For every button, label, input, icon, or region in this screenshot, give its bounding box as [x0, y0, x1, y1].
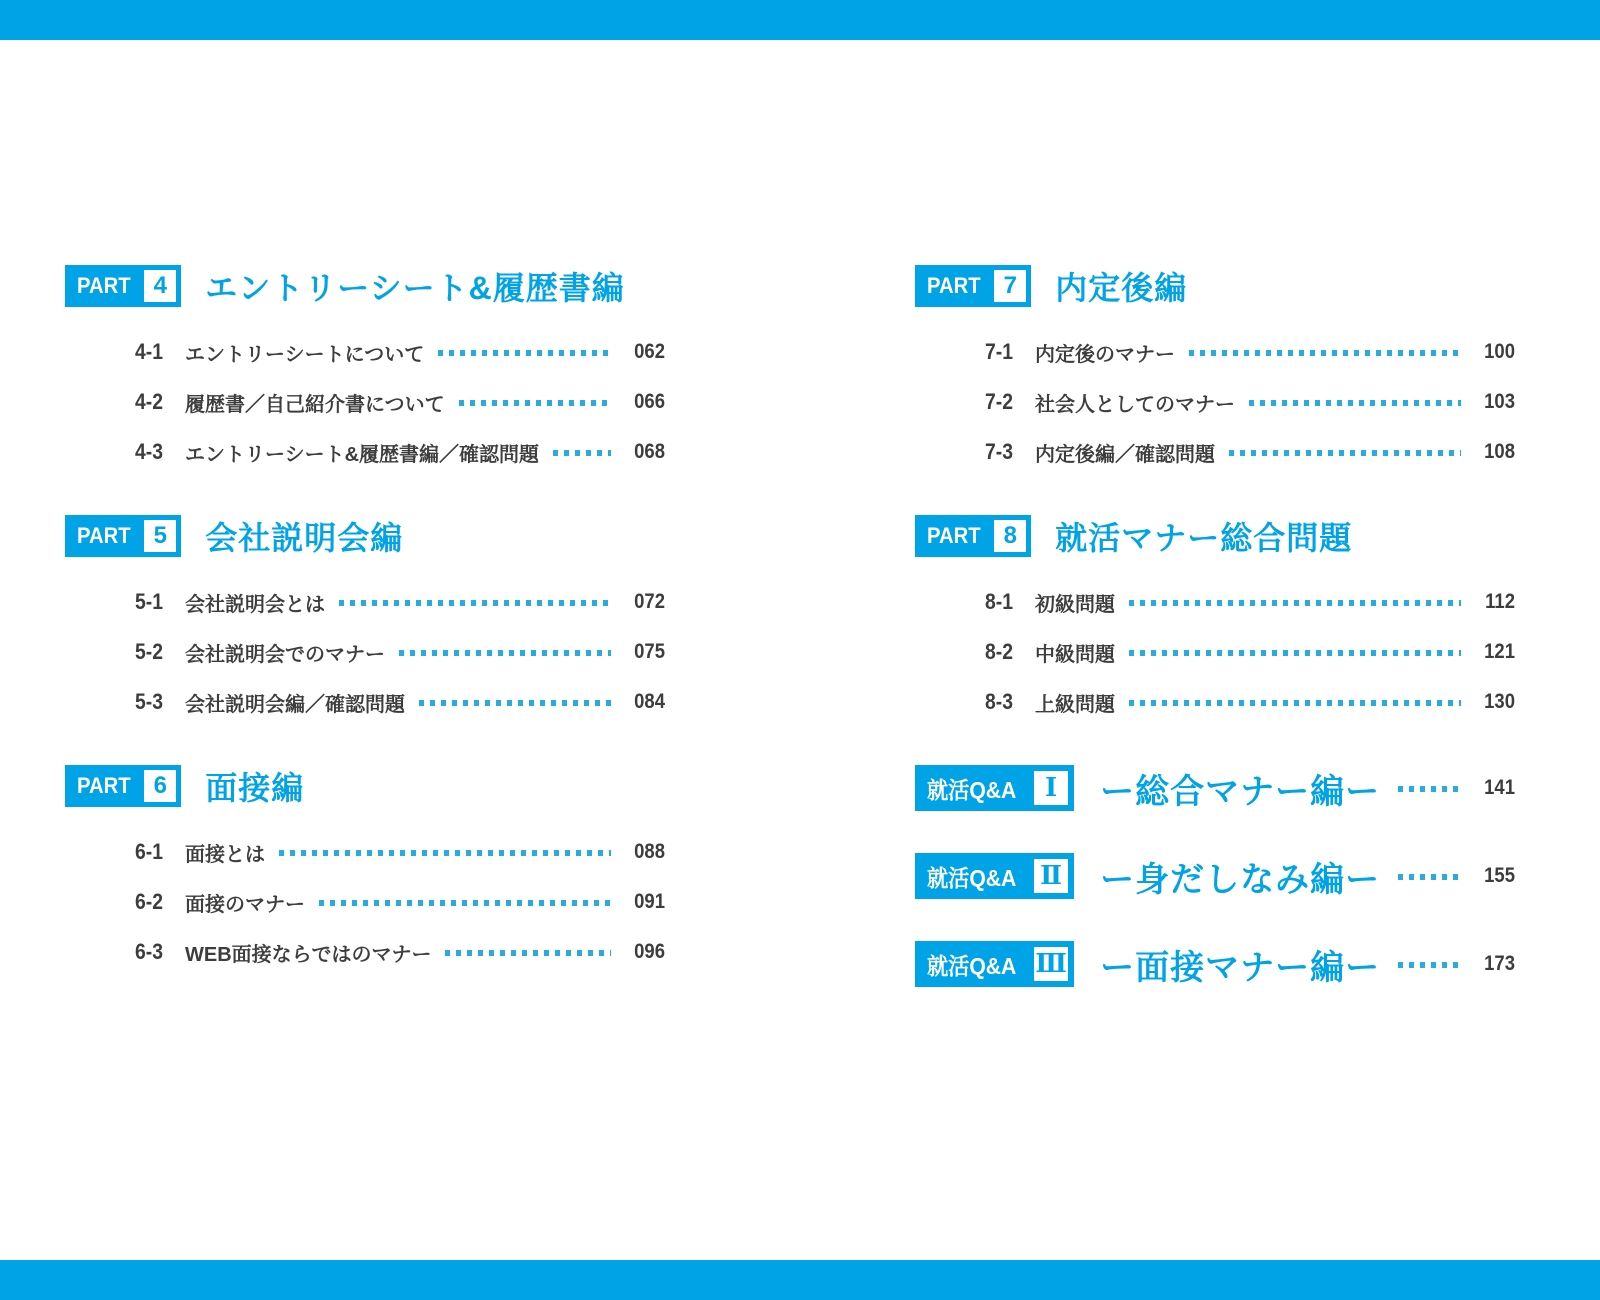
part-section-6 [65, 765, 665, 977]
toc-item-page: 096 [634, 940, 665, 963]
dotted-leader [445, 950, 611, 956]
toc-item-number: 5-1 [135, 589, 163, 614]
toc-list [65, 327, 665, 477]
toc-item-number: 4-3 [135, 439, 163, 464]
dotted-leader [399, 650, 611, 656]
part-badge [915, 265, 1031, 307]
toc-right-column [915, 265, 1515, 1029]
dotted-leader [459, 400, 611, 406]
toc-item-page: 062 [634, 340, 665, 363]
toc-item-label: 面接のマナー [185, 893, 305, 916]
toc-item-label: WEB面接ならではのマナー [185, 943, 432, 966]
part-badge-label: PART [927, 523, 981, 548]
qa-badge [915, 853, 1074, 899]
qa-row-2 [915, 853, 1515, 899]
toc-item-label: 会社説明会とは [185, 593, 325, 616]
toc-item [135, 877, 665, 927]
part-section-4 [65, 265, 665, 477]
part-badge-number: 7 [994, 270, 1026, 302]
qa-badge-label: 就活Q&A [927, 776, 1017, 803]
toc-item-label: 内定後編／確認問題 [1035, 443, 1215, 466]
top-color-band [0, 0, 1600, 40]
toc-item-label: 社会人としてのマナー [1035, 393, 1235, 416]
dotted-leader [1398, 874, 1461, 880]
toc-item-label: 会社説明会でのマナー [185, 643, 385, 666]
toc-item [135, 327, 665, 377]
toc-item-page: 072 [634, 590, 665, 613]
part-badge [65, 765, 181, 807]
toc-item-page: 091 [634, 890, 665, 913]
toc-item [135, 677, 665, 727]
toc-item-number: 8-1 [985, 589, 1013, 614]
qa-badge-numeral: Ⅱ [1034, 859, 1068, 893]
part-badge-number: 6 [144, 770, 176, 802]
toc-item-label: エントリーシート&履歴書編／確認問題 [185, 443, 540, 466]
toc-item-number: 8-3 [985, 689, 1013, 714]
part-heading [65, 765, 665, 807]
qa-badge-numeral: Ⅲ [1034, 947, 1068, 981]
part-badge-label: PART [77, 523, 131, 548]
part-heading [65, 515, 665, 557]
qa-page: 141 [1484, 776, 1515, 799]
toc-item-number: 4-1 [135, 339, 163, 364]
part-badge-number: 5 [144, 520, 176, 552]
part-heading [915, 515, 1515, 557]
toc-list [915, 327, 1515, 477]
toc-list [65, 827, 665, 977]
part-title: 会社説明会編 [205, 520, 404, 556]
part-badge-number: 8 [994, 520, 1026, 552]
qa-row-3 [915, 941, 1515, 987]
toc-item-page: 121 [1484, 640, 1515, 663]
toc-item-number: 5-2 [135, 639, 163, 664]
toc-item-number: 6-1 [135, 839, 163, 864]
dotted-leader [1229, 450, 1461, 456]
part-title: 内定後編 [1055, 270, 1188, 306]
part-heading [915, 265, 1515, 307]
dotted-leader [1129, 650, 1461, 656]
qa-title: ー身だしなみ編ー [1100, 860, 1381, 899]
toc-list [915, 577, 1515, 727]
toc-item [135, 927, 665, 977]
dotted-leader [1129, 600, 1461, 606]
dotted-leader [279, 850, 611, 856]
toc-item [135, 377, 665, 427]
toc-item-page: 075 [634, 640, 665, 663]
toc-item [985, 627, 1515, 677]
toc-item [985, 677, 1515, 727]
toc-item-number: 7-2 [985, 389, 1013, 414]
part-badge [65, 265, 181, 307]
part-title: 就活マナー総合問題 [1055, 520, 1353, 556]
part-badge-label: PART [77, 773, 131, 798]
part-section-5 [65, 515, 665, 727]
dotted-leader [1398, 962, 1461, 968]
toc-item-label: 中級問題 [1035, 643, 1115, 666]
part-badge [915, 515, 1031, 557]
toc-item-page: 108 [1484, 440, 1515, 463]
dotted-leader [438, 350, 611, 356]
toc-item-page: 100 [1484, 340, 1515, 363]
toc-item-label: エントリーシートについて [185, 343, 425, 366]
toc-item-page: 130 [1484, 690, 1515, 713]
toc-item-number: 7-1 [985, 339, 1013, 364]
toc-item-page: 088 [634, 840, 665, 863]
qa-row-1 [915, 765, 1515, 811]
toc-item [985, 577, 1515, 627]
dotted-leader [1249, 400, 1461, 406]
toc-item [135, 427, 665, 477]
toc-item [135, 827, 665, 877]
bottom-color-band [0, 1260, 1600, 1300]
dotted-leader [1129, 700, 1461, 706]
toc-item-number: 4-2 [135, 389, 163, 414]
toc-item-label: 初級問題 [1035, 593, 1115, 616]
toc-item-label: 履歴書／自己紹介書について [185, 393, 445, 416]
toc-item-page: 084 [634, 690, 665, 713]
toc-item [985, 427, 1515, 477]
part-badge [65, 515, 181, 557]
dotted-leader [319, 900, 611, 906]
qa-badge-label: 就活Q&A [927, 864, 1017, 891]
toc-left-column [65, 265, 665, 1015]
toc-item-label: 上級問題 [1035, 693, 1115, 716]
toc-item-page: 112 [1485, 590, 1515, 613]
toc-item [135, 577, 665, 627]
part-title: エントリーシート&履歴書編 [205, 270, 625, 306]
toc-item [985, 377, 1515, 427]
qa-badge [915, 941, 1074, 987]
part-section-8 [915, 515, 1515, 727]
toc-item-number: 6-3 [135, 939, 163, 964]
toc-item-label: 内定後のマナー [1035, 343, 1175, 366]
toc-item [135, 627, 665, 677]
dotted-leader [1189, 350, 1461, 356]
qa-page: 173 [1484, 952, 1515, 975]
dotted-leader [419, 700, 611, 706]
qa-badge-numeral: Ⅰ [1034, 771, 1068, 805]
dotted-leader [339, 600, 611, 606]
dotted-leader [553, 450, 611, 456]
part-badge-number: 4 [144, 270, 176, 302]
dotted-leader [1398, 786, 1461, 792]
qa-badge [915, 765, 1074, 811]
qa-badge-label: 就活Q&A [927, 952, 1017, 979]
toc-item-page: 068 [634, 440, 665, 463]
toc-item-number: 5-3 [135, 689, 163, 714]
toc-item-number: 6-2 [135, 889, 163, 914]
part-section-7 [915, 265, 1515, 477]
part-badge-label: PART [77, 273, 131, 298]
qa-title: ー総合マナー編ー [1100, 772, 1381, 811]
toc-item-label: 会社説明会編／確認問題 [185, 693, 405, 716]
toc-item [985, 327, 1515, 377]
toc-item-number: 7-3 [985, 439, 1013, 464]
toc-item-page: 103 [1484, 390, 1515, 413]
toc-item-page: 066 [634, 390, 665, 413]
qa-title: ー面接マナー編ー [1100, 948, 1381, 987]
part-badge-label: PART [927, 273, 981, 298]
qa-page: 155 [1484, 864, 1515, 887]
toc-list [65, 577, 665, 727]
part-heading [65, 265, 665, 307]
toc-item-label: 面接とは [185, 843, 265, 866]
toc-item-number: 8-2 [985, 639, 1013, 664]
part-title: 面接編 [205, 770, 305, 806]
